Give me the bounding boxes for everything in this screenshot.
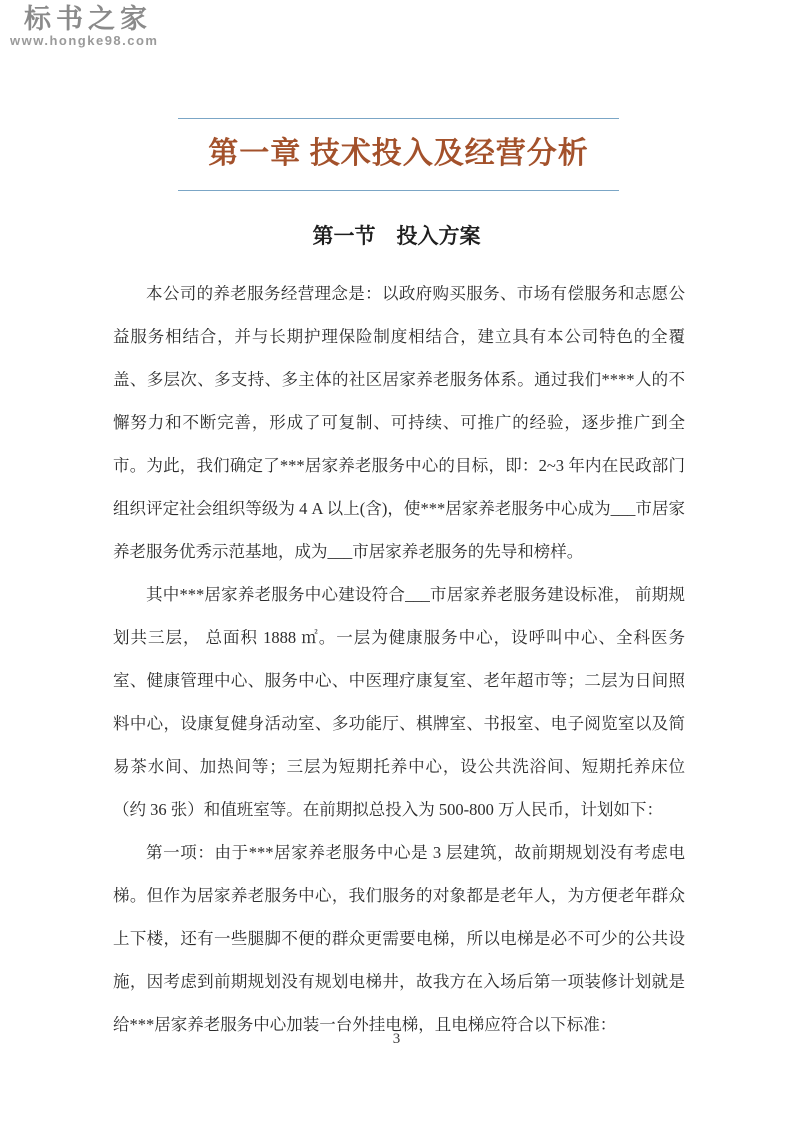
paragraph-elevator-plan: 第一项：由于***居家养老服务中心是 3 层建筑，故前期规划没有考虑电梯。但作为居家养老服务中心，我们服务的对象都是老年人，为方便老年群众上下楼，还有一些腿脚不便的群众更需要电梯，所以电梯是必不可少的公共设施，因考虑到前期规划没有规划电梯井，故我方在入场后第一项装修计划就是给***居家养老服务中心加装一台外挂电梯，且电梯应符合以下标准： <box>113 843 685 1034</box>
paragraph-business-philosophy: 本公司的养老服务经营理念是：以政府购买服务、市场有偿服务和志愿公益服务相结合，并与长期护理保险制度相结合，建立具有本公司特色的全覆盖、多层次、多支持、多主体的社区居家养老服务体系。通过我们****人的不懈努力和不断完善，形成了可复制、可持续、可推广的经验，逐步推广到全市。为此，我们确定了***居家养老服务中心的目标，即：2~3 年内在民政部门组织评定社会组织等级为 4 A 以上(含)，使***居家养老服务中心成为___市居家养老服务优秀示范基地，成为___市居家养老服务的先导和榜样。 <box>113 284 685 561</box>
logo <box>10 4 159 48</box>
chapter-rule-bottom <box>178 190 619 191</box>
page-number: 3 <box>392 1031 401 1047</box>
logo-website-text: www.hongke98.com <box>10 33 159 48</box>
chapter-rule-top <box>178 118 619 119</box>
chapter-title: 第一章 技术投入及经营分析 <box>208 137 589 170</box>
logo-brand-text: 标书之家 <box>24 4 152 34</box>
paragraph-building-plan: 其中***居家养老服务中心建设符合___市居家养老服务建设标准， 前期规划共三层， 总面积 1888 ㎡。一层为健康服务中心，设呼叫中心、全科医务室、健康管理中心、服务中心、中医理疗康复室、老年超市等；二层为日间照料中心，设康复健身活动室、多功能厅、棋牌室、书报室、电子阅览室以及简易茶水间、加热间等；三层为短期托养中心，设公共洗浴间、短期托养床位（约 36 张）和值班室等。在前期拟总投入为 500-800 万人民币，计划如下： <box>113 585 685 819</box>
document-body <box>113 272 685 1046</box>
section-title: 第一节 投入方案 <box>312 224 481 248</box>
